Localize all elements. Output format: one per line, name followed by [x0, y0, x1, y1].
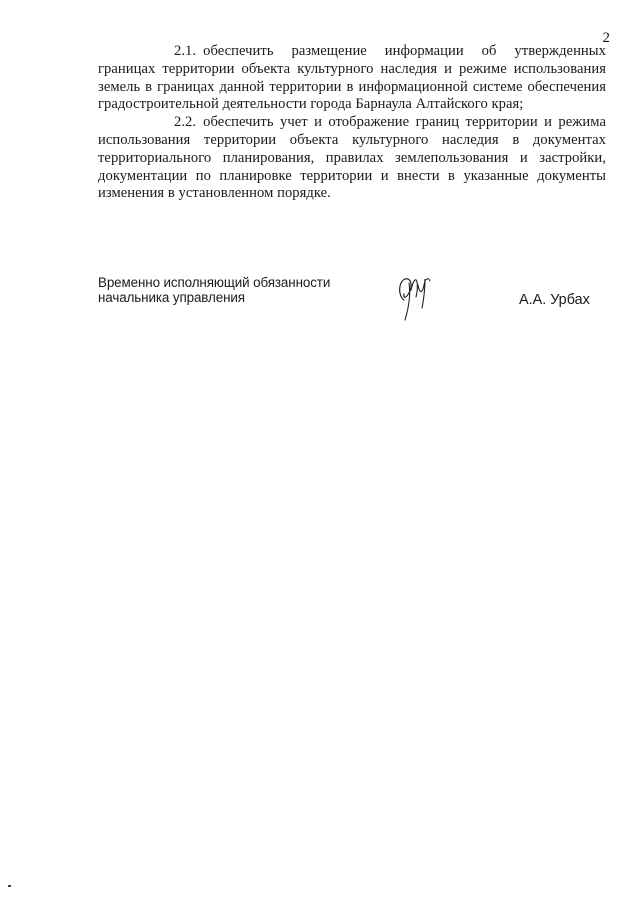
signatory-position-line1: Временно исполняющий обязанности — [98, 275, 331, 290]
signatory-name: А.А. Урбах — [519, 292, 590, 308]
signature-block — [98, 276, 606, 336]
paragraph-text: обеспечить учет и отображение границ территории и режима использования территории объекта культурного наследия в документах территориального планирования, правилах землепользования и застройки, документации по планировке территории и внести в указанные документы изменения в установленном порядке. — [98, 114, 606, 202]
handwritten-signature — [394, 270, 434, 322]
signatory-position-line2: начальника управления — [98, 289, 245, 305]
document-body — [98, 43, 606, 203]
paragraph-number: 2.2. — [174, 114, 197, 131]
signatory-position — [98, 276, 330, 305]
paragraph-number: 2.1. — [174, 43, 197, 59]
paragraph-2-2 — [98, 114, 606, 203]
scan-artifact-dot — [8, 885, 11, 887]
page-number: 2 — [602, 30, 610, 46]
paragraph-text: обеспечить размещение информации об утвержденных границах территории объекта культурного наследия и режиме использования земель в границах данной территории в информационной системе обеспечения градостроительной деятельности города Барнаула Алтайского края; — [98, 43, 606, 113]
paragraph-2-1 — [98, 43, 606, 114]
